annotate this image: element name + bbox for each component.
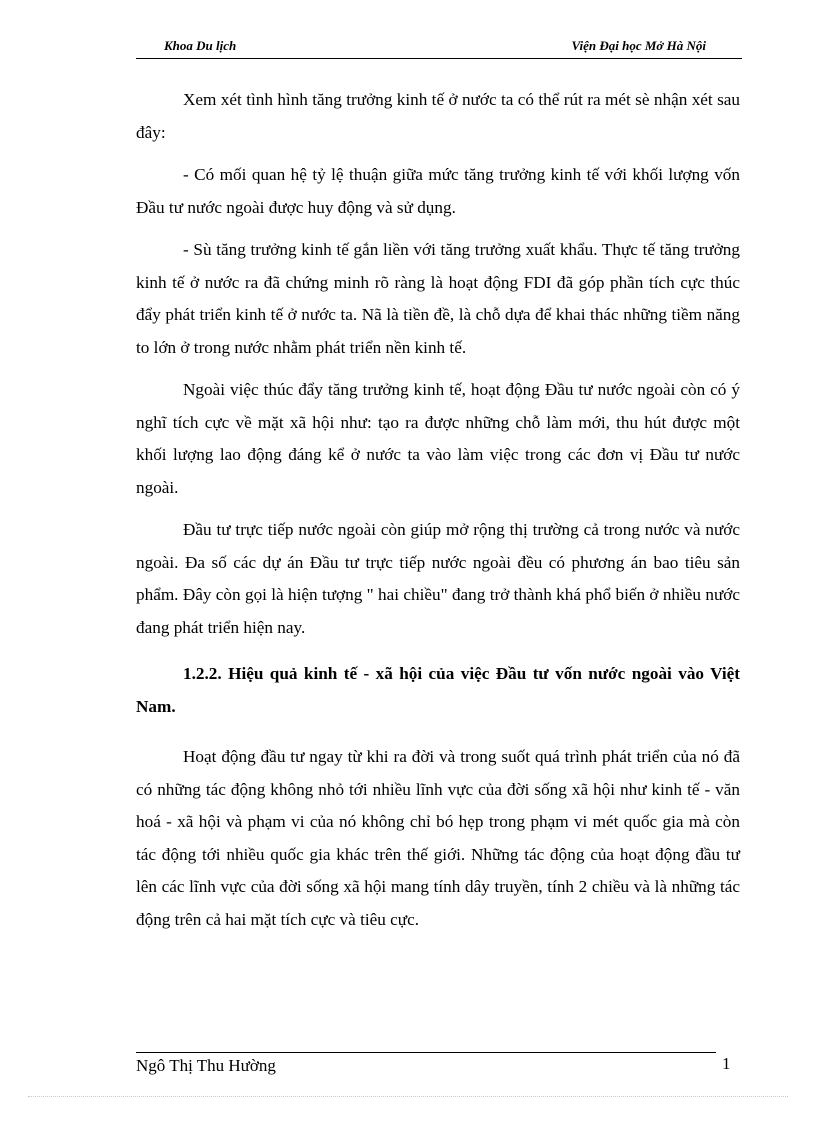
header-institution: Viện Đại học Mở Hà Nội bbox=[571, 38, 706, 53]
paragraph: Ngoài việc thúc đẩy tăng trưởng kinh tế, hoạt động Đầu tư nước ngoài còn có ý nghĩ tích cực về mặt xã hội như: tạo ra được những chỗ làm mới, thu hút được một khối lượng lao động đáng kể ở nước ta vào làm việc trong các đơn vị Đầu tư nước ngoài. bbox=[136, 380, 740, 497]
page-header bbox=[136, 36, 742, 59]
document-body bbox=[136, 84, 740, 946]
section-heading: 1.2.2. Hiệu quả kinh tế - xã hội của việc Đầu tư vốn nước ngoài vào Việt Nam. bbox=[136, 664, 740, 716]
paragraph: - Sù tăng trưởng kinh tế gắn liền với tăng trưởng xuất khẩu. Thực tế tăng trưởng kinh tế ở nước ra đã chứng minh rõ ràng là hoạt động FDI đã góp phần tích cực thúc đẩy phát triển kinh tế ở nước ta. Nã là tiền đề, là chỗ dựa để khai thác những tiềm năng to lớn ở trong nước nhằm phát triển nền kinh tế. bbox=[136, 240, 740, 357]
header-department: Khoa Du lịch bbox=[164, 38, 237, 53]
footer-divider bbox=[136, 1052, 716, 1053]
footer-author: Ngô Thị Thu Hường bbox=[136, 1056, 276, 1075]
page-number: 1 bbox=[722, 1054, 731, 1073]
paragraph: Hoạt động đầu tư ngay từ khi ra đời và trong suốt quá trình phát triển của nó đã có những tác động không nhỏ tới nhiều lĩnh vực của đời sống xã hội như kinh tế - văn hoá - xã hội và phạm vi của nó không chỉ bó hẹp trong phạm vi mét quốc gia mà còn tác động tới nhiều quốc gia khác trên thế giới. Những tác động của hoạt động đầu tư lên các lĩnh vực của đời sống xã hội mang tính dây truyền, tính 2 chiều và là những tác động trên cả hai mặt tích cực và tiêu cực. bbox=[136, 747, 740, 929]
paragraph: Đầu tư trực tiếp nước ngoài còn giúp mở rộng thị trường cả trong nước và nước ngoài. Đa số các dự án Đầu tư trực tiếp nước ngoài đều có phương án bao tiêu sản phẩm. Đây còn gọi là hiện tượng " hai chiều" đang trở thành khá phổ biến ở nhiều nước đang phát triển hiện nay. bbox=[136, 520, 740, 637]
paragraph: Xem xét tình hình tăng trưởng kinh tế ở nước ta có thể rút ra mét sè nhận xét sau đây: bbox=[136, 90, 740, 142]
paragraph: - Có mối quan hệ tỷ lệ thuận giữa mức tăng trưởng kinh tế với khối lượng vốn Đầu tư nước ngoài được huy động và sử dụng. bbox=[136, 165, 740, 217]
page-bottom-border bbox=[28, 1096, 788, 1097]
